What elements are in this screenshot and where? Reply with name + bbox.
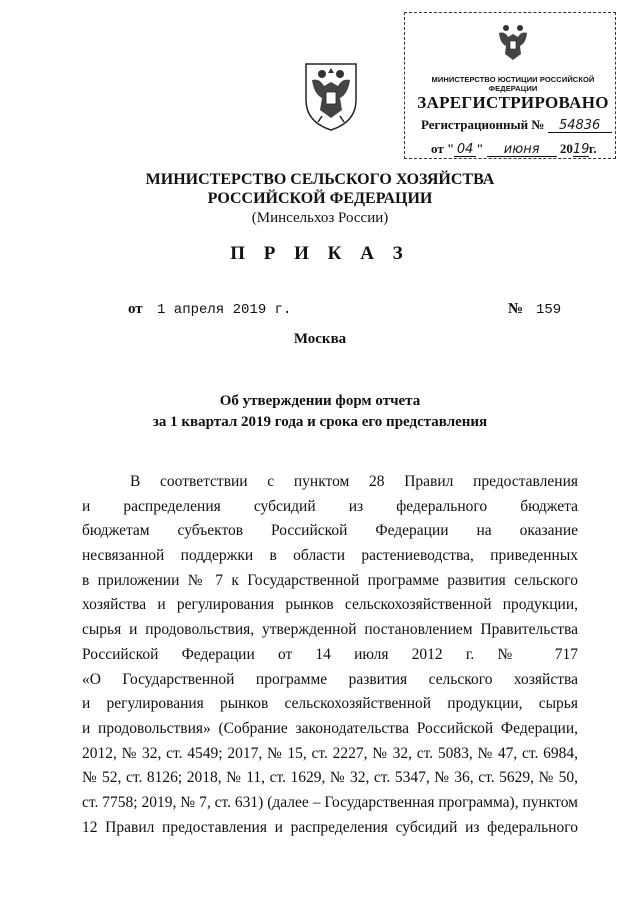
stamp-year-end: г. [588,141,597,156]
body-line: 2012, № 32, ст. 4549; 2017, № 15, ст. 2227, № 32, ст. 5083, № 47, ст. 6984, [82,744,578,762]
stamp-reg-number: 54836 [548,120,612,133]
stamp-reg-label: Регистрационный № [421,117,545,132]
title-line2: за 1 квартал 2019 года и срока его представления [152,414,488,430]
stamp-emblem-icon [493,21,533,65]
body-line: и продовольствия» (Собрание законодательства Российской Федерации, [82,719,578,737]
body-line: и распределения субсидий из федерального бюджета [82,497,578,515]
registration-stamp [404,12,616,159]
date-label: от [128,301,143,317]
body-line: сырья и продовольствия, утвержденной постановлением Правительства [82,621,578,639]
state-emblem-icon [300,60,362,132]
stamp-ministry: МИНИСТЕРСТВО ЮСТИЦИИ РОССИЙСКОЙ ФЕДЕРАЦИИ [431,75,595,93]
body-line: бюджетам субъектов Российской Федерации на оказание [82,522,578,540]
document-title [120,391,520,433]
stamp-date-prefix: от [431,141,444,156]
body-line: № 52, ст. 8126; 2018, № 11, ст. 1629, № 32, ст. 5347, № 36, ст. 5629, № 50, [82,769,578,787]
body-line: в приложении № 7 к Государственной программе развития сельского [82,571,578,589]
ministry-name-line1: МИНИСТЕРСТВО СЕЛЬСКОГО ХОЗЯЙСТВА [145,171,495,188]
document-body [82,470,578,840]
stamp-year-suffix: 19 [572,142,590,157]
body-line: хозяйства и регулирования рынков сельскохозяйственной продукции, [82,596,578,614]
stamp-day: 04 [454,144,476,157]
body-line: и регулирования рынков сельскохозяйственной продукции, сырья [82,695,578,713]
body-line: несвязанной поддержки в области растениеводства, приведенных [82,547,578,565]
ministry-header [120,170,520,228]
city: Москва [293,331,347,347]
date-value: 1 апреля 2019 г. [157,302,292,318]
body-line: В соответствии с пунктом 28 Правил предоставления [130,473,578,490]
ministry-name-line2: РОССИЙСКОЙ ФЕДЕРАЦИИ [207,190,433,207]
document-type: П Р И К А З [230,243,410,264]
ministry-short-name: (Минсельхоз России) [251,210,389,226]
stamp-month: июня [487,144,557,157]
title-line1: Об утверждении форм отчета [219,393,421,409]
stamp-reg-line [421,117,612,133]
body-line: «О Государственной программе развития сельского хозяйства [82,670,578,688]
stamp-registered: ЗАРЕГИСТРИРОВАНО [417,93,609,112]
number-label: № [508,301,524,317]
number-value: 159 [536,302,562,318]
body-line: Российской Федерации от 14 июля 2012 г. № 717 [82,645,578,663]
stamp-year-prefix: 20 [559,141,573,156]
body-line: ст. 7758; 2019, № 7, ст. 631) (далее – Государственная программа), пунктом [82,793,578,811]
body-line: 12 Правил предоставления и распределения субсидий из федерального [82,818,578,836]
stamp-date-line: от " 04 " июня 2019г. [431,141,597,157]
